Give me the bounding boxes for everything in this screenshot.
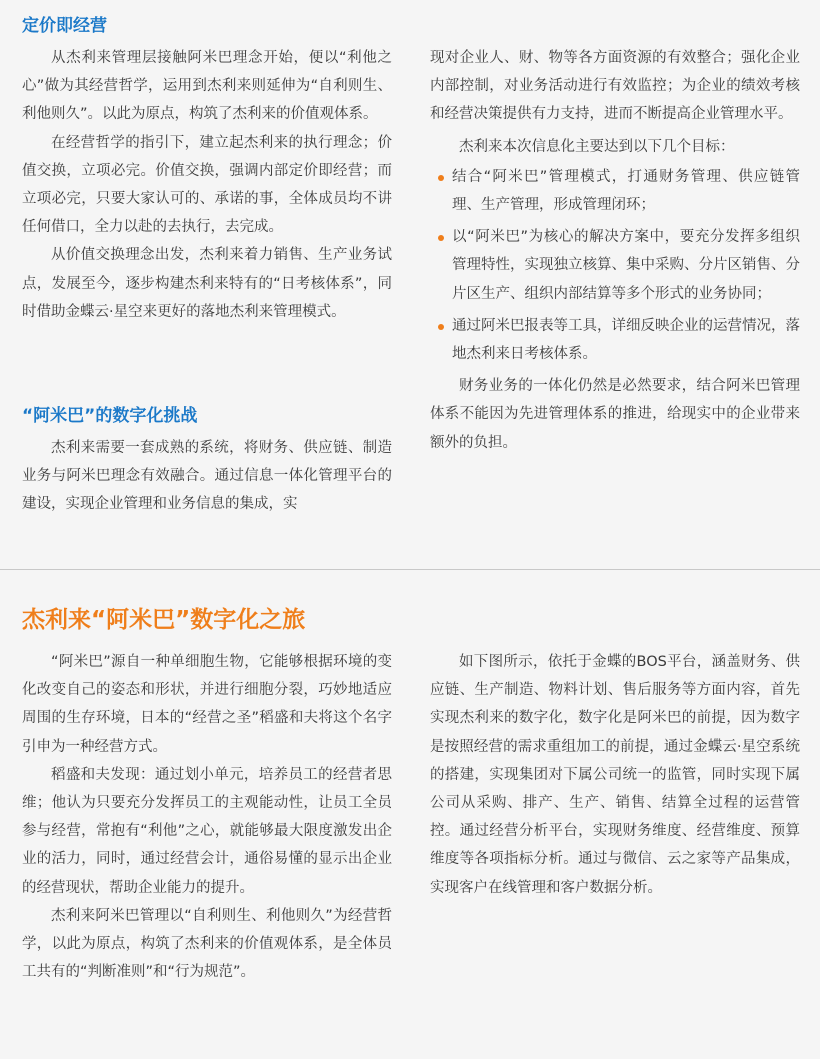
paragraph: 财务业务的一体化仍然是必然要求，结合阿米巴管理体系不能因为先进管理体系的推进，给现实中的企业带来额外的负担。 <box>430 378 800 451</box>
section1-left-column-2 <box>22 434 392 519</box>
section2-left-column <box>22 648 392 986</box>
bullet-dot-icon <box>438 235 444 241</box>
section-heading-amoeba-challenge: “阿米巴”的数字化挑战 <box>22 406 198 426</box>
list-item <box>430 163 800 219</box>
paragraph: 杰利来阿米巴管理以“自利则生、利他则久”为经营哲学，以此为原点，构筑了杰利来的价值观体系，是全体员工共有的“判断准则”和“行为规范”。 <box>22 907 392 981</box>
goal-text: 通过阿米巴报表等工具，详细反映企业的运营情况，落地杰利来日考核体系。 <box>452 317 800 363</box>
list-item <box>430 223 800 308</box>
paragraph: “阿米巴”源自一种单细胞生物，它能够根据环境的变化改变自己的姿态和形状，并进行细胞分裂，巧妙地适应周围的生存环境，日本的“经营之圣”稻盛和夫将这个名字引申为一种经营方式。 <box>22 654 392 755</box>
bullet-dot-icon <box>438 324 444 330</box>
paragraph: 从价值交换理念出发，杰利来着力销售、生产业务试点，发展至今，逐步构建杰利来特有的“日考核体系”，同时借助金蝶云·星空来更好的落地杰利来管理模式。 <box>22 247 392 320</box>
paragraph: 杰利来需要一套成熟的系统，将财务、供应链、制造业务与阿米巴理念有效融合。通过信息一体化管理平台的建设，实现企业管理和业务信息的集成，实 <box>22 440 392 513</box>
goal-text: 以“阿米巴”为核心的解决方案中，要充分发挥多组织管理特性，实现独立核算、集中采购、分片区销售、分片区生产、组织内部结算等多个形式的业务协同； <box>452 229 800 302</box>
paragraph: 如下图所示，依托于金蝶的BOS平台，涵盖财务、供应链、生产制造、物料计划、售后服务等方面内容，首先实现杰利来的数字化，数字化是阿米巴的前提，因为数字是按照经营的需求重组加工的前提，通过金蝶云·星空系统的搭建，实现集团对下属公司统一的监管，同时实现下属公司从采购、排产、生产、销售、结算全过程的运营管控。通过经营分析平台，实现财务维度、经营维度、预算维度等各项指标分析。通过与微信、云之家等产品集成，实现客户在线管理和客户数据分析。 <box>430 654 800 896</box>
goals-intro: 杰利来本次信息化主要达到以下几个目标： <box>459 138 735 155</box>
paragraph-continued: 现对企业人、财、物等各方面资源的有效整合；强化企业内部控制，对业务活动进行有效监控；为企业的绩效考核和经营决策提供有力支持，进而不断提高企业管理水平。 <box>430 50 800 123</box>
section2-right-column <box>430 648 800 902</box>
bullet-dot-icon <box>438 175 444 181</box>
section-heading-pricing: 定价即经营 <box>22 16 107 36</box>
section-divider <box>0 569 820 570</box>
list-item <box>430 312 800 368</box>
section1-left-column <box>22 44 392 326</box>
goals-list <box>430 163 800 368</box>
section1-right-column <box>430 44 800 457</box>
paragraph: 在经营哲学的指引下，建立起杰利来的执行理念；价值交换，立项必完。价值交换，强调内部定价即经营；而立项必完，只要大家认可的、承诺的事，全体成员均不讲任何借口，全力以赴的去执行，去完成。 <box>22 134 392 236</box>
paragraph: 从杰利来管理层接触阿米巴理念开始，便以“利他之心”做为其经营哲学，运用到杰利来则延伸为“自利则生、利他则久”。以此为原点，构筑了杰利来的价值观体系。 <box>22 50 392 123</box>
paragraph: 稻盛和夫发现：通过划小单元，培养员工的经营者思维；他认为只要充分发挥员工的主观能动性，让员工全员参与经营，常抱有“利他”之心，就能够最大限度激发出企业的活力，同时，通过经营会计，通俗易懂的显示出企业的经营现状，帮助企业能力的提升。 <box>22 766 392 896</box>
goal-text: 结合“阿米巴”管理模式，打通财务管理、供应链管理、生产管理，形成管理闭环； <box>452 168 800 214</box>
section-heading-digital-journey: 杰利来“阿米巴”数字化之旅 <box>22 607 306 633</box>
